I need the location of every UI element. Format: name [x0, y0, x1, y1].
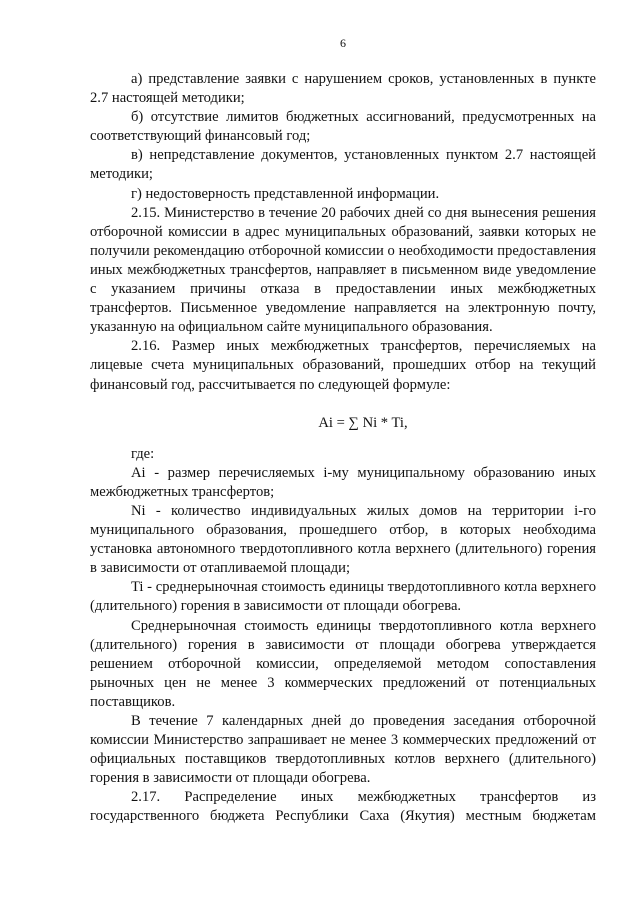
paragraph-market-price: Среднерыночная стоимость единицы твердотопливного котла верхнего (длительного) горения в зависимости от площади обогрева утверждается решением отборочной комиссии, определяемой методом сопоставления рыночных цен не менее 3 коммерческих предложений от потенциальных поставщиков. [90, 617, 596, 710]
formula: Ai = ∑ Ni * Ti, [318, 414, 408, 431]
paragraph-commercial-offers: В течение 7 календарных дней до проведения заседания отборочной комиссии Министерство запрашивает не менее 3 коммерческих предложений от официальных поставщиков твердотопливных котлов верхнего (длительного) горения в зависимости от площади обогрева. [90, 713, 596, 787]
paragraph-item-a: а) представление заявки с нарушением сроков, установленных в пункте 2.7 настоящей методики; [90, 71, 596, 107]
paragraph-def-ni: Ni - количество индивидуальных жилых домов на территории i-го муниципального образования, прошедшего отбор, в которых необходима установка автономного твердотопливного котла верхнего (длительного) горения в зависимости от отапливаемой площади; [90, 502, 596, 577]
paragraph-def-ai: Ai - размер перечисляемых i-му муниципальному образованию иных межбюджетных трансфертов; [90, 464, 596, 500]
paragraph-item-g: г) недостоверность представленной информации. [131, 185, 440, 202]
paragraph-item-b: б) отсутствие лимитов бюджетных ассигнований, предусмотренных на соответствующий финансовый год; [90, 109, 596, 145]
page-number: 6 [340, 36, 346, 50]
paragraph-2-17: 2.17. Распределение иных межбюджетных трансфертов из государственного бюджета Республики Саха (Якутия) местным бюджетам [90, 789, 596, 825]
paragraph-item-v: в) непредставление документов, установленных пунктом 2.7 настоящей методики; [90, 147, 596, 183]
paragraph-2-15: 2.15. Министерство в течение 20 рабочих дней со дня вынесения решения отборочной комиссии в адрес муниципальных образований, заявки которых не получили рекомендацию отборочной комиссии о необходимости предоставления иных межбюджетных трансфертов, направляет в письменном виде уведомление с указанием причины отказа в предоставлении иных межбюджетных трансфертов. Письменное уведомление направляется на электронную почту, указанную на официальном сайте муниципального образования. [90, 204, 596, 336]
paragraph-def-ti: Ti - среднерыночная стоимость единицы твердотопливного котла верхнего (длительного) горения в зависимости от площади обогрева. [90, 579, 596, 615]
paragraph-where: где: [131, 445, 155, 462]
paragraph-2-16: 2.16. Размер иных межбюджетных трансфертов, перечисляемых на лицевые счета муниципальных образований, прошедших отбор на текущий финансовый год, рассчитывается по следующей формуле: [90, 338, 596, 393]
